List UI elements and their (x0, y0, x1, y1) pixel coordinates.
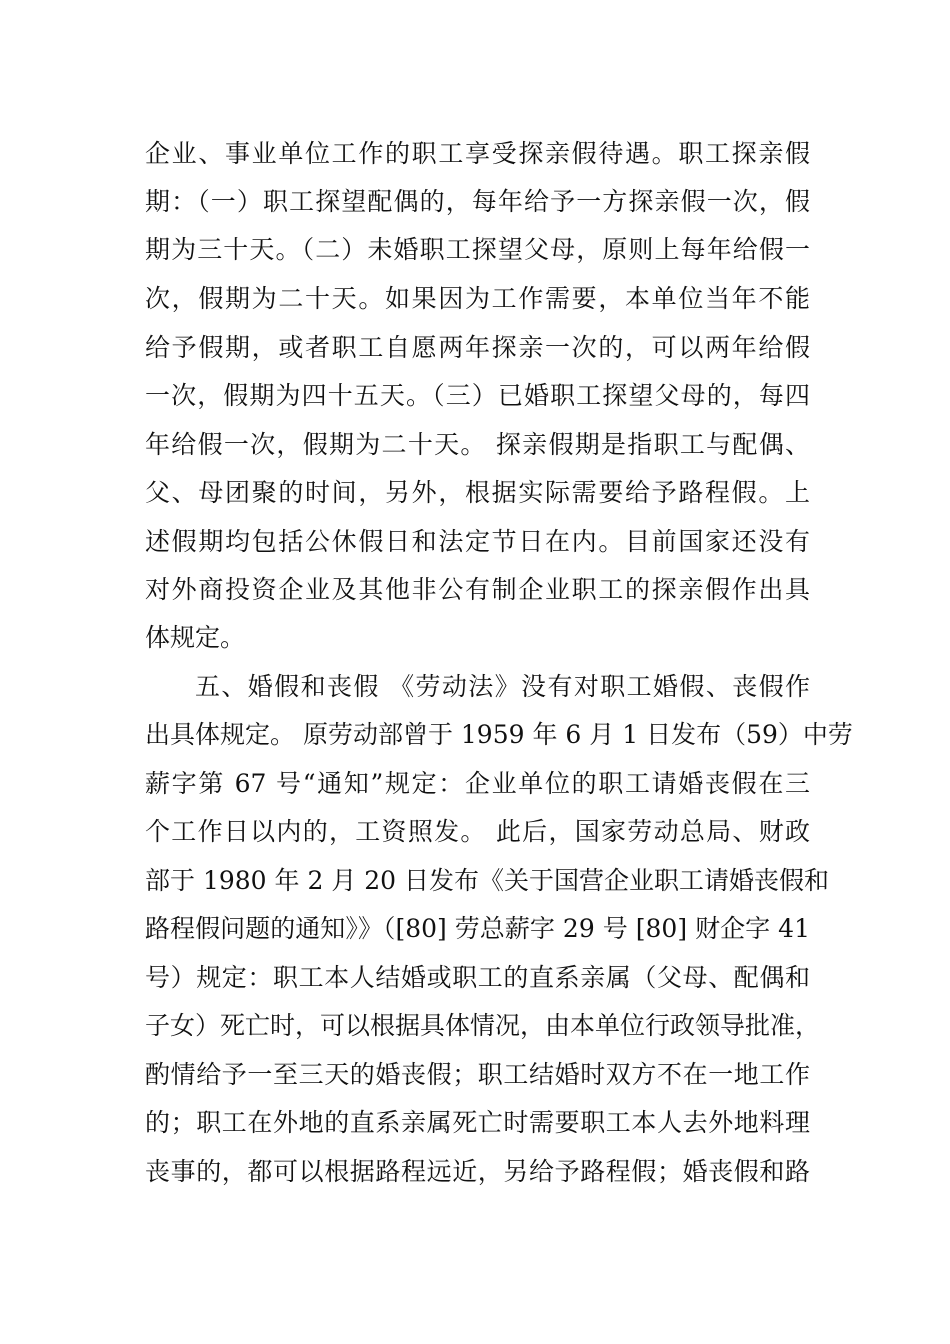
text-line: 个工作日以内的，工资照发。 此后，国家劳动总局、财政 (145, 817, 810, 846)
text-line: 子女）死亡时，可以根据具体情况，由本单位行政领导批准， (145, 1011, 821, 1040)
text-line: 年给假一次，假期为二十天。 探亲假期是指职工与配偶、 (145, 430, 810, 459)
text-line: 薪字第 67 号“通知”规定：企业单位的职工请婚丧假在三 (145, 769, 810, 798)
section-heading-line: 五、婚假和丧假 《劳动法》没有对职工婚假、丧假作 (195, 672, 810, 701)
text-line: 出具体规定。 原劳动部曾于 1959 年 6 月 1 日发布（59）中劳 (145, 720, 853, 749)
text-line: 酌情给予一至三天的婚丧假；职工结婚时双方不在一地工作 (145, 1060, 810, 1089)
text-line: 给予假期，或者职工自愿两年探亲一次的，可以两年给假 (145, 333, 810, 362)
text-line: 父、母团聚的时间，另外，根据实际需要给予路程假。上 (145, 478, 810, 507)
text-line: 对外商投资企业及其他非公有制企业职工的探亲假作出具 (145, 575, 810, 604)
text-line: 体规定。 (145, 623, 246, 652)
text-line: 路程假问题的通知》》（[80] 劳总薪字 29 号 [80] 财企字 41 (145, 914, 810, 943)
text-line: 期为三十天。（二）未婚职工探望父母，原则上每年给假一 (145, 235, 810, 264)
text-line: 部于 1980 年 2 月 20 日发布《关于国营企业职工请婚丧假和 (145, 866, 830, 895)
text-line: 的；职工在外地的直系亲属死亡时需要职工本人去外地料理 (145, 1108, 810, 1137)
text-line: 企业、事业单位工作的职工享受探亲假待遇。职工探亲假 (145, 139, 810, 168)
text-line: 次，假期为二十天。如果因为工作需要，本单位当年不能 (145, 284, 810, 313)
text-line: 期：（一）职工探望配偶的，每年给予一方探亲假一次，假 (145, 187, 810, 216)
text-line: 述假期均包括公休假日和法定节日在内。目前国家还没有 (145, 527, 810, 556)
text-line: 一次，假期为四十五天。（三）已婚职工探望父母的，每四 (145, 381, 810, 410)
text-line: 号）规定：职工本人结婚或职工的直系亲属（父母、配偶和 (145, 963, 810, 992)
text-line: 丧事的，都可以根据路程远近，另给予路程假；婚丧假和路 (145, 1157, 810, 1186)
